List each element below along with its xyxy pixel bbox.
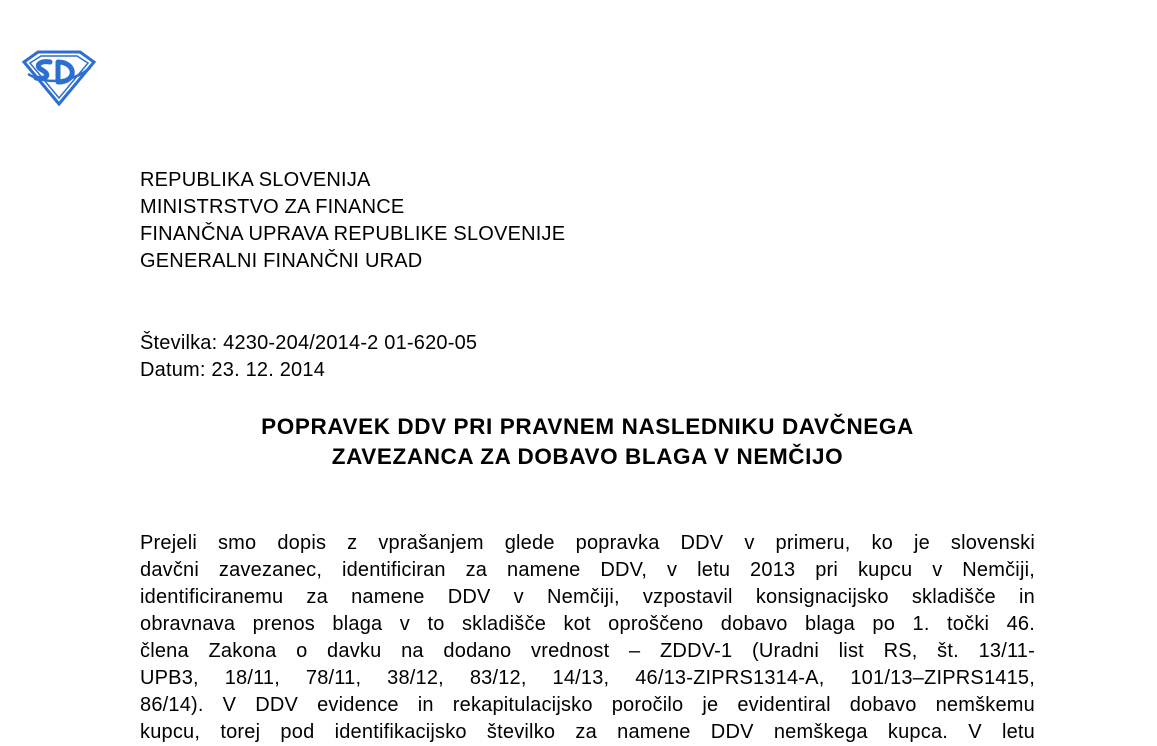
paragraph-line: 86/14). V DDV evidence in rekapitulacijsko poročilo je evidentiral dobavo nemškemu [140, 694, 1035, 716]
body-paragraph [140, 530, 1035, 746]
title-line-1: POPRAVEK DDV PRI PRAVNEM NASLEDNIKU DAVČNEGA [261, 414, 914, 439]
paragraph-line: UPB3, 18/11, 78/11, 38/12, 83/12, 14/13, 46/13-ZIPRS1314-A, 101/13–ZIPRS1415, [140, 667, 1035, 689]
sd-logo [20, 48, 98, 108]
paragraph-line: člena Zakona o davku na dodano vrednost – ZDDV-1 (Uradni list RS, št. 13/11- [140, 640, 1035, 662]
header-line-office: GENERALNI FINANČNI URAD [140, 250, 423, 272]
header-line-republic: REPUBLIKA SLOVENIJA [140, 169, 371, 191]
paragraph-line: kupcu, torej pod identifikacijsko številko za namene DDV nemškega kupca. V letu [140, 721, 1035, 743]
paragraph-line: identificiranemu za namene DDV v Nemčiji, vzpostavil konsignacijsko skladišče in [140, 586, 1035, 608]
paragraph-line: obravnava prenos blaga v to skladišče kot oproščeno dobavo blaga po 1. točki 46. [140, 613, 1035, 635]
document-title [140, 412, 1035, 472]
header-line-administration: FINANČNA UPRAVA REPUBLIKE SLOVENIJE [140, 223, 566, 245]
header-line-ministry: MINISTRSTVO ZA FINANCE [140, 196, 405, 218]
title-line-2: ZAVEZANCA ZA DOBAVO BLAGA V NEMČIJO [331, 444, 844, 469]
paragraph-line: Prejeli smo dopis z vprašanjem glede popravka DDV v primeru, ko je slovenski [140, 532, 1035, 554]
paragraph-line: davčni zavezanec, identificiran za namene DDV, v letu 2013 pri kupcu v Nemčiji, [140, 559, 1035, 581]
sd-logo-icon [20, 48, 98, 108]
document-meta [140, 330, 477, 384]
issuer-header [140, 167, 565, 275]
document-date: Datum: 23. 12. 2014 [140, 359, 326, 381]
document-number: Številka: 4230-204/2014-2 01-620-05 [140, 332, 478, 354]
